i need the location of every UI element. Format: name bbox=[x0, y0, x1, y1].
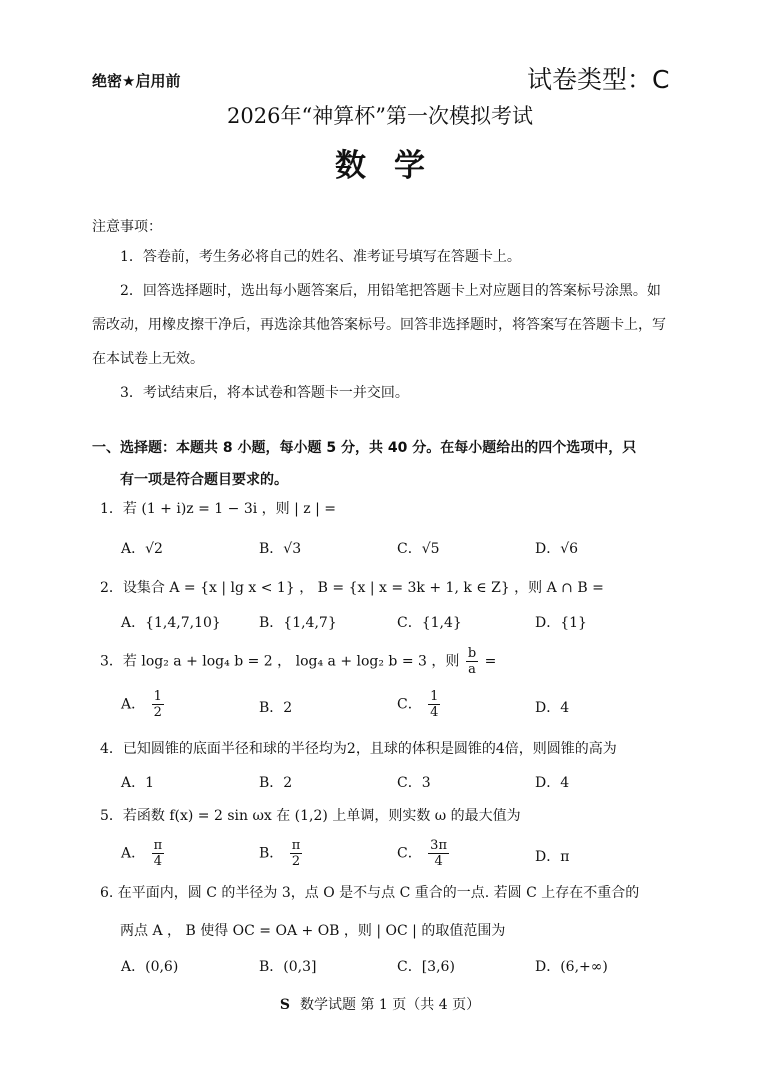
option: A．(0,6) bbox=[121, 959, 179, 975]
option: C．√5 bbox=[397, 541, 440, 557]
denominator: 4 bbox=[434, 854, 443, 869]
fraction bbox=[428, 689, 440, 720]
notice-item: 2．回答选择题时，选出每小题答案后，用铅笔把答题卡上对应题目的答案标号涂黑。如需改动，用橡皮擦干净后，再选涂其他答案标号。回答非选择题时，将答案写在答题卡上，写在本试卷上无效。 bbox=[92, 283, 666, 367]
option bbox=[259, 838, 304, 869]
numerator: π bbox=[291, 838, 301, 853]
option: D．4 bbox=[535, 700, 570, 716]
option-label: B． bbox=[259, 845, 284, 862]
question-stem: 6. 在平面内，圆 C 的半径为 3，点 O 是不与点 C 重合的一点. 若圆 C 上存在不重合的 bbox=[100, 885, 640, 901]
paper-type: 试卷类型：C bbox=[527, 65, 670, 94]
option: B．{1,4,7} bbox=[259, 615, 337, 631]
question-stem-continued: 两点 A ， B 使得 OC = OA + OB ，则 | OC | 的取值范围为 bbox=[120, 923, 506, 939]
page-footer bbox=[0, 994, 760, 1014]
question-stem: 5．若函数 f(x) = 2 sin ωx 在 (1,2) 上单调，则实数 ω 的最大值为 bbox=[100, 808, 521, 824]
option-label: A． bbox=[121, 845, 146, 862]
option: B．2 bbox=[259, 700, 293, 716]
secret-label: 绝密★启用前 bbox=[92, 72, 181, 90]
option: A．{1,4,7,10} bbox=[121, 615, 221, 631]
numerator: π bbox=[153, 838, 163, 853]
notice-heading: 注意事项： bbox=[92, 219, 162, 235]
denominator: 4 bbox=[430, 705, 439, 720]
denominator: 2 bbox=[153, 705, 162, 720]
option: C．3 bbox=[397, 775, 431, 791]
numerator: 1 bbox=[153, 689, 162, 704]
fraction bbox=[152, 689, 164, 720]
subject-title: 数学 bbox=[335, 148, 453, 184]
option: B．√3 bbox=[259, 541, 302, 557]
option: C．[3,6) bbox=[397, 959, 455, 975]
footer-mark: S bbox=[279, 997, 291, 1013]
fraction bbox=[466, 646, 478, 677]
section-line: 有一项是符合题目要求的。 bbox=[120, 472, 288, 488]
option: D．π bbox=[535, 849, 570, 865]
fraction bbox=[428, 838, 449, 869]
option: A．1 bbox=[121, 775, 155, 791]
option: B．2 bbox=[259, 775, 293, 791]
footer-text: 数学试题 第 1 页（共 4 页） bbox=[300, 997, 481, 1013]
option: D．√6 bbox=[535, 541, 579, 557]
section-heading bbox=[92, 432, 672, 496]
fraction bbox=[152, 838, 165, 869]
option: B．(0,3] bbox=[259, 959, 317, 975]
option: A．√2 bbox=[121, 541, 163, 557]
notice-item: 1．答卷前，考生务必将自己的姓名、准考证号填写在答题卡上。 bbox=[120, 249, 521, 265]
denominator: 4 bbox=[153, 854, 162, 869]
option: D．4 bbox=[535, 775, 570, 791]
numerator: 3π bbox=[430, 838, 447, 853]
question-stem: 2．设集合 A = {x | lg x < 1} ， B = {x | x = 3k + 1, k ∈ Z} ，则 A ∩ B = bbox=[100, 580, 604, 596]
option: D．{1} bbox=[535, 615, 587, 631]
question-stem bbox=[100, 646, 496, 677]
denominator: a bbox=[468, 662, 476, 677]
option-label: C． bbox=[397, 696, 422, 713]
exam-title: 2026年“神算杯”第一次模拟考试 bbox=[227, 104, 533, 128]
section-line: 一、选择题：本题共 8 小题，每小题 5 分，共 40 分。在每小题给出的四个选项中，只 bbox=[92, 440, 637, 456]
stem-text: 3．若 log₂ a + log₄ b = 2 ， log₄ a + log₂ b = 3 ，则 bbox=[100, 653, 460, 670]
option bbox=[121, 838, 166, 869]
option-label: C． bbox=[397, 845, 422, 862]
option-label: A． bbox=[121, 696, 146, 713]
question-stem: 1．若 (1 + i)z = 1 − 3i ，则 | z | = bbox=[100, 501, 337, 517]
option: C．{1,4} bbox=[397, 615, 462, 631]
option bbox=[121, 689, 166, 720]
option bbox=[397, 838, 451, 869]
option bbox=[397, 689, 442, 720]
denominator: 2 bbox=[291, 854, 301, 869]
question-stem: 4．已知圆锥的底面半径和球的半径均为2，且球的体积是圆锥的4倍，则圆锥的高为 bbox=[100, 741, 617, 757]
option: D．(6,+∞) bbox=[535, 959, 608, 975]
numerator: b bbox=[467, 646, 477, 661]
stem-text: = bbox=[484, 653, 497, 670]
fraction bbox=[290, 838, 303, 869]
numerator: 1 bbox=[430, 689, 439, 704]
notice-item: 3．考试结束后，将本试卷和答题卡一并交回。 bbox=[120, 385, 409, 401]
